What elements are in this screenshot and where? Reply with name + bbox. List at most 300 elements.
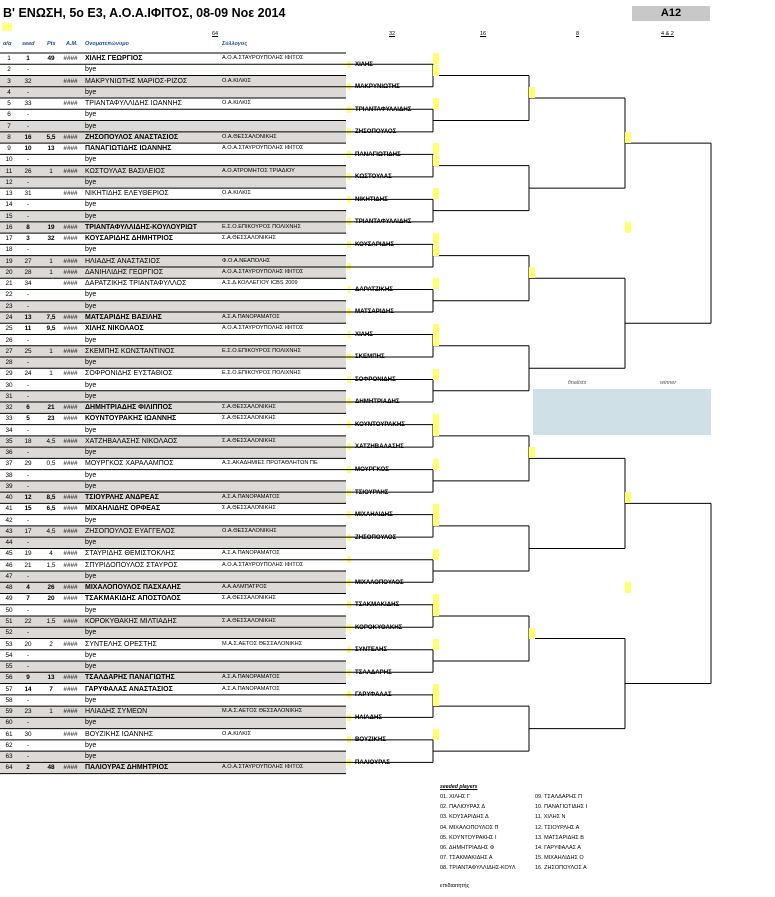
cell-seed: 34 (24, 280, 32, 288)
seeded-item: 10. ΠΑΝΑΓΙΩΤΙΔΗΣ Ι (535, 804, 588, 811)
cell-seed: - (26, 572, 30, 580)
cell-club: Σ.Α.ΘΕΣΣΑΛΟΝΙΚΗΣ (222, 437, 276, 444)
result-slot (625, 222, 631, 233)
cell-name: bye (85, 663, 97, 671)
cell-no: 40 (5, 494, 13, 502)
cell-no: 49 (5, 595, 13, 603)
seeded-item: 16. ΖΗΣΟΠΟΥΛΟΣ Α (535, 865, 587, 872)
result-slot (433, 233, 439, 244)
cell-no: 23 (5, 302, 13, 310)
cell-no: 42 (5, 516, 13, 524)
cell-club: Α.Ο.Α.ΣΤΑΥΡΟΥΠΟΛΗΣ ΙΦΙΤΟΣ (222, 145, 304, 152)
round-32-name: ΠΑΛΙΟΥΡΑΣ (355, 758, 390, 766)
cell-seed: 20 (24, 640, 32, 648)
cell-club: Α.Ο.Α.ΣΤΑΥΡΟΥΠΟΛΗΣ ΙΦΙΤΟΣ (222, 561, 304, 568)
cell-name: ΠΑΛΙΟΥΡΑΣ ΔΗΜΗΤΡΙΟΣ (85, 764, 169, 772)
cell-club: Α.Ο.Α.ΣΤΑΥΡΟΥΠΟΛΗΣ ΙΦΙΤΟΣ (222, 55, 304, 61)
cell-am: #### (63, 257, 78, 265)
cell-name: ΒΟΥΖΙΚΗΣ ΙΩΑΝΝΗΣ (85, 730, 154, 738)
cell-seed: 18 (24, 437, 32, 445)
round-32-name: ΖΗΣΟΠΟΥΛΟΣ (355, 128, 397, 136)
header-pts: Pts (47, 41, 56, 47)
cell-name: ΧΙΛΗΣ ΝΙΚΟΛΑΟΣ (85, 325, 144, 333)
cell-club: Σ.Α.ΘΕΣΣΑΛΟΝΙΚΗΣ (222, 595, 276, 602)
cell-no: 8 (7, 133, 11, 141)
cell-seed: - (26, 381, 30, 389)
cell-pts: 4,5 (46, 437, 56, 445)
seeded-item: 02. ΠΑΛΙΟΥΡΑΣ Δ (440, 804, 486, 811)
cell-seed: 17 (24, 527, 32, 535)
header-no: α/α (3, 41, 12, 47)
cell-am: #### (63, 494, 78, 502)
cell-no: 48 (5, 584, 13, 592)
cell-no: 24 (5, 313, 13, 321)
cell-no: 41 (5, 505, 13, 513)
cell-seed: - (26, 696, 30, 704)
cell-am: #### (63, 133, 78, 141)
cell-no: 27 (5, 347, 13, 355)
cell-name: bye (85, 449, 97, 457)
cell-club: Α.Ο.Α.ΣΤΑΥΡΟΥΠΟΛΗΣ ΙΦΙΤΟΣ (222, 325, 304, 332)
result-slot (433, 188, 439, 199)
cell-name: ΣΟΦΡΟΝΙΔΗΣ ΕΥΣΤΑΘΙΟΣ (85, 370, 173, 378)
cell-pts: 23 (47, 415, 55, 423)
cell-name: bye (85, 156, 97, 164)
cell-seed: - (26, 359, 30, 367)
cell-name: bye (85, 629, 97, 637)
cell-club: Μ.Α.Σ.ΑΕΤΟΣ ΘΕΣΣΑΛΟΝΙΚΗΣ (222, 708, 303, 715)
cell-name: ΔΑΝΙΗΛΙΔΗΣ ΓΕΩΡΓΙΟΣ (85, 268, 164, 276)
cell-name: bye (85, 201, 97, 209)
cell-name: ΖΗΣΟΠΟΥΛΟΣ ΕΥΑΓΓΕΛΟΣ (85, 527, 175, 535)
result-slot (433, 155, 439, 166)
cell-pts: 21 (47, 404, 55, 412)
cell-no: 36 (5, 449, 13, 457)
cell-no: 50 (5, 606, 13, 614)
cell-no: 19 (5, 257, 13, 265)
cell-seed: 29 (24, 460, 32, 468)
cell-am: #### (63, 55, 78, 62)
cell-seed: 5 (26, 415, 30, 423)
cell-no: 31 (5, 392, 13, 400)
round-32-name: ΣΥΝΤΕΛΗΣ (355, 646, 388, 654)
cell-name: ΣΤΑΥΡΙΔΗΣ ΘΕΜΙΣΤΟΚΛΗΣ (85, 550, 176, 558)
round-32-name: ΜΑΤΣΑΡΙΔΗΣ (355, 308, 394, 316)
cell-am: #### (63, 505, 78, 513)
cell-club: Ο.Α.ΘΕΣΣΑΛΟΝΙΚΗΣ (222, 133, 277, 140)
result-slot (625, 132, 631, 143)
cell-seed: - (26, 88, 30, 96)
cell-name: bye (85, 111, 97, 119)
cell-name: bye (85, 482, 97, 490)
cell-pts: 1,5 (46, 561, 56, 569)
cell-name: ΚΩΣΤΟΥΛΑΣ ΒΑΣΙΛΕΙΟΣ (85, 167, 166, 175)
seeded-item: 05. ΚΟΥΝΤΟΥΡΑΚΗΣ Ι (440, 834, 497, 841)
cell-name: bye (85, 302, 97, 310)
round-32-name: ΤΣΑΚΜΑΚΙΔΗΣ (355, 601, 400, 609)
result-slot (433, 65, 439, 76)
cell-no: 35 (5, 437, 13, 445)
cell-club: Σ.Α.ΘΕΣΣΑΛΟΝΙΚΗΣ (222, 505, 276, 512)
cell-name: ΜΟΥΡΓΚΟΣ ΧΑΡΑΛΑΜΠΟΣ (85, 460, 174, 468)
cell-seed: 19 (24, 550, 32, 558)
cell-seed: - (26, 629, 30, 637)
cell-name: bye (85, 471, 97, 479)
round-label-16: 16 (480, 31, 487, 37)
cell-name: ΧΙΛΗΣ ΓΕΩΡΓΙΟΣ (85, 55, 143, 62)
cell-name: bye (85, 426, 97, 434)
cell-name: bye (85, 246, 97, 254)
cell-name: ΗΛΙΑΔΗΣ ΣΥΜΕΩΝ (85, 708, 148, 716)
cell-seed: 12 (24, 494, 32, 502)
cell-no: 58 (5, 696, 13, 704)
round-32-name: ΜΟΥΡΓΚΟΣ (355, 465, 389, 473)
cell-pts: 32 (47, 235, 55, 243)
result-slot (433, 98, 439, 109)
cell-seed: - (26, 753, 30, 761)
cell-no: 43 (5, 527, 13, 535)
cell-name: bye (85, 212, 97, 220)
result-slot (529, 267, 535, 278)
seeded-item: 06. ΔΗΜΗΤΡΙΑΔΗΣ Φ (440, 845, 495, 851)
cell-club: Σ.Α.ΘΕΣΣΑΛΟΝΙΚΗΣ (222, 415, 276, 422)
result-slot (433, 549, 439, 560)
header-am: A.M. (66, 41, 78, 47)
cell-no: 46 (5, 561, 13, 569)
seeded-item: 13. ΜΑΤΣΑΡΙΔΗΣ Β (535, 834, 584, 841)
cell-name: bye (85, 539, 97, 547)
cell-name: bye (85, 651, 97, 659)
cell-seed: - (26, 516, 30, 524)
cell-seed: - (26, 178, 30, 186)
round-32-name: ΤΣΙΟΥΡΛΗΣ (355, 488, 389, 496)
seeded-item: 15. ΜΙΧΑΗΛΙΔΗΣ Ο (535, 855, 584, 862)
round-label-8: 8 (576, 31, 580, 37)
cell-pts: 19 (47, 223, 55, 231)
cell-club: Α.Σ.Α.ΠΑΝΟΡΑΜΑΤΟΣ (222, 674, 280, 681)
cell-no: 62 (5, 741, 13, 749)
cell-am: #### (63, 280, 78, 288)
cell-no: 15 (5, 212, 13, 220)
cell-club: Α.Ο.Α.ΣΤΑΥΡΟΥΠΟΛΗΣ ΙΦΙΤΟΣ (222, 268, 304, 275)
cell-name: ΖΗΣΟΠΟΥΛΟΣ ΑΝΑΣΤΑΣΙΟΣ (85, 133, 179, 141)
cell-seed: 6 (26, 404, 30, 412)
cell-club: Σ.Α.ΘΕΣΣΑΛΟΝΙΚΗΣ (222, 404, 276, 411)
seeded-item: 11. ΧΙΛΗΣ Ν (535, 814, 566, 821)
cell-club: Α.Σ.Α.ΠΑΝΟΡΑΜΑΤΟΣ (222, 685, 280, 692)
cell-no: 4 (7, 88, 11, 96)
cell-am: #### (63, 325, 78, 333)
cell-no: 18 (5, 246, 13, 254)
result-slot (433, 53, 439, 64)
cell-pts: 4,5 (46, 527, 56, 535)
cell-seed: 31 (24, 190, 32, 198)
result-slot (433, 695, 439, 706)
cell-pts: 49 (47, 55, 55, 62)
cell-no: 51 (5, 618, 13, 625)
cell-no: 55 (5, 663, 13, 671)
cell-am: #### (63, 685, 78, 693)
cell-seed: - (26, 606, 30, 614)
cell-no: 64 (5, 764, 13, 772)
cell-am: #### (63, 404, 78, 412)
cell-no: 32 (5, 404, 13, 412)
cell-name: bye (85, 516, 97, 524)
cell-club: Ο.Α.ΚΙΛΚΙΣ (222, 77, 251, 84)
cell-seed: - (26, 651, 30, 659)
cell-seed: - (26, 212, 30, 220)
cell-no: 16 (5, 223, 13, 231)
cell-pts: 2 (49, 640, 53, 648)
cell-no: 60 (5, 719, 13, 727)
cell-pts: 1 (49, 370, 53, 378)
cell-am: #### (63, 618, 78, 625)
cell-seed: 26 (24, 167, 32, 175)
cell-seed: - (26, 719, 30, 727)
cell-no: 45 (5, 550, 13, 558)
cell-seed: 14 (24, 685, 32, 693)
cell-pts: 6,5 (46, 505, 56, 513)
cell-am: #### (63, 268, 78, 276)
cell-no: 10 (5, 156, 13, 164)
cell-club: Ε.Σ.Ο.ΕΠΙΚΟΥΡΟΣ ΠΟΛΙΧΝΗΣ (222, 370, 301, 377)
cell-seed: - (26, 741, 30, 749)
cell-no: 57 (5, 685, 13, 693)
page-title: Β' ΕΝΩΣΗ, 5ο Ε3, Α.Ο.Α.ΙΦΙΤΟΣ, 08-09 Νοε 2014 (3, 6, 286, 20)
cell-seed: - (26, 336, 30, 344)
finalists-label: finalists (568, 380, 587, 386)
cell-seed: 30 (24, 730, 32, 738)
cell-am: #### (63, 223, 78, 231)
cell-name: bye (85, 741, 97, 749)
cell-no: 2 (7, 66, 11, 74)
cell-no: 6 (7, 111, 11, 119)
cell-am: #### (63, 190, 78, 198)
cell-no: 7 (7, 122, 11, 130)
cell-name: bye (85, 336, 97, 344)
cell-seed: - (26, 111, 30, 119)
cell-no: 33 (5, 415, 13, 423)
cell-am: #### (63, 77, 78, 85)
round-32-name: ΚΩΣΤΟΥΛΑΣ (355, 173, 392, 181)
cell-seed: 3 (26, 235, 30, 243)
cell-seed: 32 (24, 77, 32, 85)
cell-name: ΤΣΙΟΥΡΛΗΣ ΑΝΔΡΕΑΣ (85, 494, 159, 502)
cell-club: Α.Ο.Α.ΣΤΑΥΡΟΥΠΟΛΗΣ ΙΦΙΤΟΣ (222, 764, 304, 771)
cell-pts: 1 (49, 347, 53, 355)
seeded-item: 03. ΚΟΥΣΑΡΙΔΗΣ Δ (440, 814, 489, 821)
cell-am: #### (63, 460, 78, 468)
cell-name: ΣΠΥΡΙΔΟΠΟΥΛΟΣ ΣΤΑΥΡΟΣ (85, 561, 178, 569)
cell-no: 53 (5, 640, 13, 648)
cell-pts: 13 (47, 674, 55, 682)
result-slot (433, 684, 439, 695)
cell-am: #### (63, 145, 78, 153)
cell-name: ΤΣΑΚΜΑΚΙΔΗΣ ΑΠΟΣΤΟΛΟΣ (85, 595, 181, 603)
cell-seed: 25 (24, 347, 32, 355)
cell-seed: 11 (24, 325, 32, 333)
cell-no: 26 (5, 336, 13, 344)
cell-club: Σ.Α.ΘΕΣΣΑΛΟΝΙΚΗΣ (222, 235, 276, 242)
cell-am: #### (63, 595, 78, 603)
cell-name: bye (85, 291, 97, 299)
round-32-name: ΧΙΛΗΣ (355, 330, 373, 338)
cell-name: ΠΑΝΑΓΙΩΤΙΔΗΣ ΙΩΑΝΝΗΣ (85, 145, 172, 153)
cell-club: Ε.Σ.Ο.ΕΠΙΚΟΥΡΟΣ ΠΟΛΙΧΝΗΣ (222, 347, 301, 354)
result-slot (433, 143, 439, 154)
seeded-item: 07. ΤΣΑΚΜΑΚΙΔΗΣ Α (440, 855, 493, 862)
cell-name: bye (85, 753, 97, 761)
cell-club: Μ.Α.Σ.ΑΕΤΟΣ ΘΕΣΣΑΛΟΝΙΚΗΣ (222, 640, 303, 647)
round-label-32: 32 (389, 31, 396, 37)
cell-seed: 13 (24, 313, 32, 321)
cell-seed: 16 (24, 133, 32, 141)
result-slot (433, 594, 439, 605)
cell-club: Α.Σ.Α.ΠΑΝΟΡΑΜΑΤΟΣ (222, 313, 280, 320)
cell-club: Α.Σ.ΑΚΑΔΗΜΙΕΣ ΠΡΩΤΑΘΛΗΤΩΝ ΠΕ (222, 460, 318, 467)
cell-name: bye (85, 359, 97, 367)
cell-name: ΔΗΜΗΤΡΙΑΔΗΣ ΦΙΛΙΠΠΟΣ (85, 404, 173, 412)
result-slot (433, 324, 439, 335)
cell-pts: 13 (47, 145, 55, 153)
seeded-item: 04. ΜΙΧΑΛΟΠΟΥΛΟΣ Π (440, 824, 499, 831)
round-32-name: ΚΟΥΣΑΡΙΔΗΣ (355, 240, 395, 248)
result-slot (529, 447, 535, 458)
cell-no: 5 (7, 100, 11, 108)
cell-am: #### (63, 674, 78, 682)
round-32-name: ΣΚΕΜΠΗΣ (355, 353, 385, 361)
cell-name: ΚΟΥΝΤΟΥΡΑΚΗΣ ΙΩΑΝΝΗΣ (85, 415, 177, 423)
cell-club: Σ.Α.ΘΕΣΣΑΛΟΝΙΚΗΣ (222, 618, 276, 624)
cell-club: Ο.Α.ΘΕΣΣΑΛΟΝΙΚΗΣ (222, 527, 277, 534)
result-slot (433, 515, 439, 526)
round-32-name: ΤΣΑΛΔΑΡΗΣ (355, 668, 392, 676)
cell-seed: 10 (24, 145, 32, 153)
cell-am: #### (63, 584, 78, 592)
cell-pts: 8,5 (46, 494, 56, 502)
cell-name: bye (85, 122, 97, 130)
cell-seed: 23 (24, 708, 32, 716)
cell-name: ΔΑΡΑΤΖΙΚΗΣ ΤΡΙΑΝΤΑΦΥΛΛΟΣ (85, 280, 187, 288)
cell-name: ΣΥΝΤΕΛΗΣ ΟΡΕΣΤΗΣ (85, 640, 157, 648)
cell-seed: - (26, 156, 30, 164)
cell-seed: - (26, 471, 30, 479)
cell-no: 21 (5, 280, 13, 288)
round-32-name: ΠΑΝΑΓΙΩΤΙΔΗΣ (355, 150, 401, 158)
cell-am: #### (63, 437, 78, 445)
cell-name: bye (85, 719, 97, 727)
cell-no: 47 (5, 572, 13, 580)
result-slot (433, 335, 439, 346)
cell-name: bye (85, 392, 97, 400)
cell-name: ΝΙΚΗΤΙΔΗΣ ΕΛΕΥΘΕΡΙΟΣ (85, 190, 169, 198)
cell-seed: - (26, 291, 30, 299)
cell-no: 30 (5, 381, 13, 389)
cell-seed: - (26, 449, 30, 457)
cell-seed: - (26, 302, 30, 310)
cell-pts: 9,5 (46, 325, 56, 333)
result-slot (529, 87, 535, 98)
header-seed: seed (22, 41, 35, 47)
cell-no: 13 (5, 190, 13, 198)
cell-club: Α.Σ.Α.ΠΑΝΟΡΑΜΑΤΟΣ (222, 550, 280, 557)
cell-no: 61 (5, 730, 13, 738)
cell-name: ΤΡΙΑΝΤΑΦΥΛΛΙΔΗΣ ΙΩΑΝΝΗΣ (85, 100, 182, 108)
cell-pts: 48 (47, 764, 55, 772)
cell-club: Ο.Α.ΚΙΛΚΙΣ (222, 100, 251, 107)
round-32-name: ΧΙΛΗΣ (355, 60, 373, 68)
round-32-name: ΔΑΡΑΤΖΙΚΗΣ (355, 285, 393, 293)
cell-seed: 22 (24, 618, 32, 625)
cell-seed: 33 (24, 100, 32, 108)
cell-am: #### (63, 313, 78, 321)
cell-am: #### (63, 100, 78, 108)
cell-pts: 1 (49, 167, 53, 175)
cell-name: ΤΡΙΑΝΤΑΦΥΛΛΙΔΗΣ-ΚΟΥΛΟΥΡΙΩΤ (85, 223, 198, 231)
umpire-label: επιδιαιτητής (440, 883, 470, 889)
cell-no: 59 (5, 708, 13, 716)
cell-no: 52 (5, 629, 13, 637)
cell-am: #### (63, 764, 78, 772)
cell-name: ΜΑΤΣΑΡΙΔΗΣ ΒΑΣΙΛΗΣ (85, 313, 162, 321)
cell-club: Α.Α.ΑΛΜΠΑΤΡΟΣ (222, 584, 268, 591)
cell-pts: 7 (49, 685, 53, 693)
seeded-item: 14. ΓΑΡΥΦΑΛΑΣ Α (535, 845, 581, 851)
cell-no: 38 (5, 471, 13, 479)
cell-seed: 28 (24, 268, 32, 276)
cell-am: #### (63, 730, 78, 738)
cell-seed: 24 (24, 370, 32, 378)
cell-name: ΜΙΧΑΛΟΠΟΥΛΟΣ ΠΑΣΧΑΛΗΣ (85, 584, 181, 592)
cell-am: #### (63, 347, 78, 355)
seeded-item: 01. ΧΙΛΗΣ Γ (440, 794, 470, 800)
cell-seed: - (26, 539, 30, 547)
header-name: Ονοματεπώνυμο (85, 41, 129, 47)
result-slot (433, 605, 439, 616)
result-slot (433, 504, 439, 515)
cell-no: 29 (5, 370, 13, 378)
cell-no: 34 (5, 426, 13, 434)
cell-name: ΧΑΤΖΗΒΑΛΑΣΗΣ ΝΙΚΟΛΑΟΣ (85, 437, 178, 445)
round-32-name: ΗΛΙΑΔΗΣ (355, 713, 382, 721)
cell-am: #### (63, 415, 78, 423)
cell-pts: 0,5 (46, 460, 56, 468)
cell-am: #### (63, 708, 78, 716)
cell-club: Φ.Ο.Α.ΝΕΑΠΟΛΗΣ (222, 257, 271, 264)
cell-seed: 21 (24, 561, 32, 569)
cell-pts: 7,5 (46, 313, 56, 321)
cell-am: #### (63, 167, 78, 175)
result-slot (433, 729, 439, 740)
cell-seed: - (26, 246, 30, 254)
cell-name: bye (85, 178, 97, 186)
round-label-final: 4 & 2 (661, 31, 674, 37)
cell-pts: 1 (49, 257, 53, 265)
cell-name: ΜΙΧΑΗΛΙΔΗΣ ΟΡΦΕΑΣ (85, 505, 161, 513)
cell-name: bye (85, 696, 97, 704)
cell-no: 9 (7, 145, 11, 153)
cell-seed: - (26, 66, 30, 74)
result-slot (433, 414, 439, 425)
cell-am: #### (63, 235, 78, 243)
cell-am: #### (63, 370, 78, 378)
cell-name: ΗΛΙΑΔΗΣ ΑΝΑΣΤΑΣΙΟΣ (85, 257, 161, 265)
cell-no: 20 (5, 268, 13, 276)
result-slot (625, 582, 631, 593)
cell-seed: - (26, 122, 30, 130)
round-32-name: ΓΑΡΥΦΑΛΑΣ (355, 691, 392, 699)
round-32-name: ΤΡΙΑΝΤΑΦΥΛΛΙΔΗΣ (355, 105, 412, 113)
